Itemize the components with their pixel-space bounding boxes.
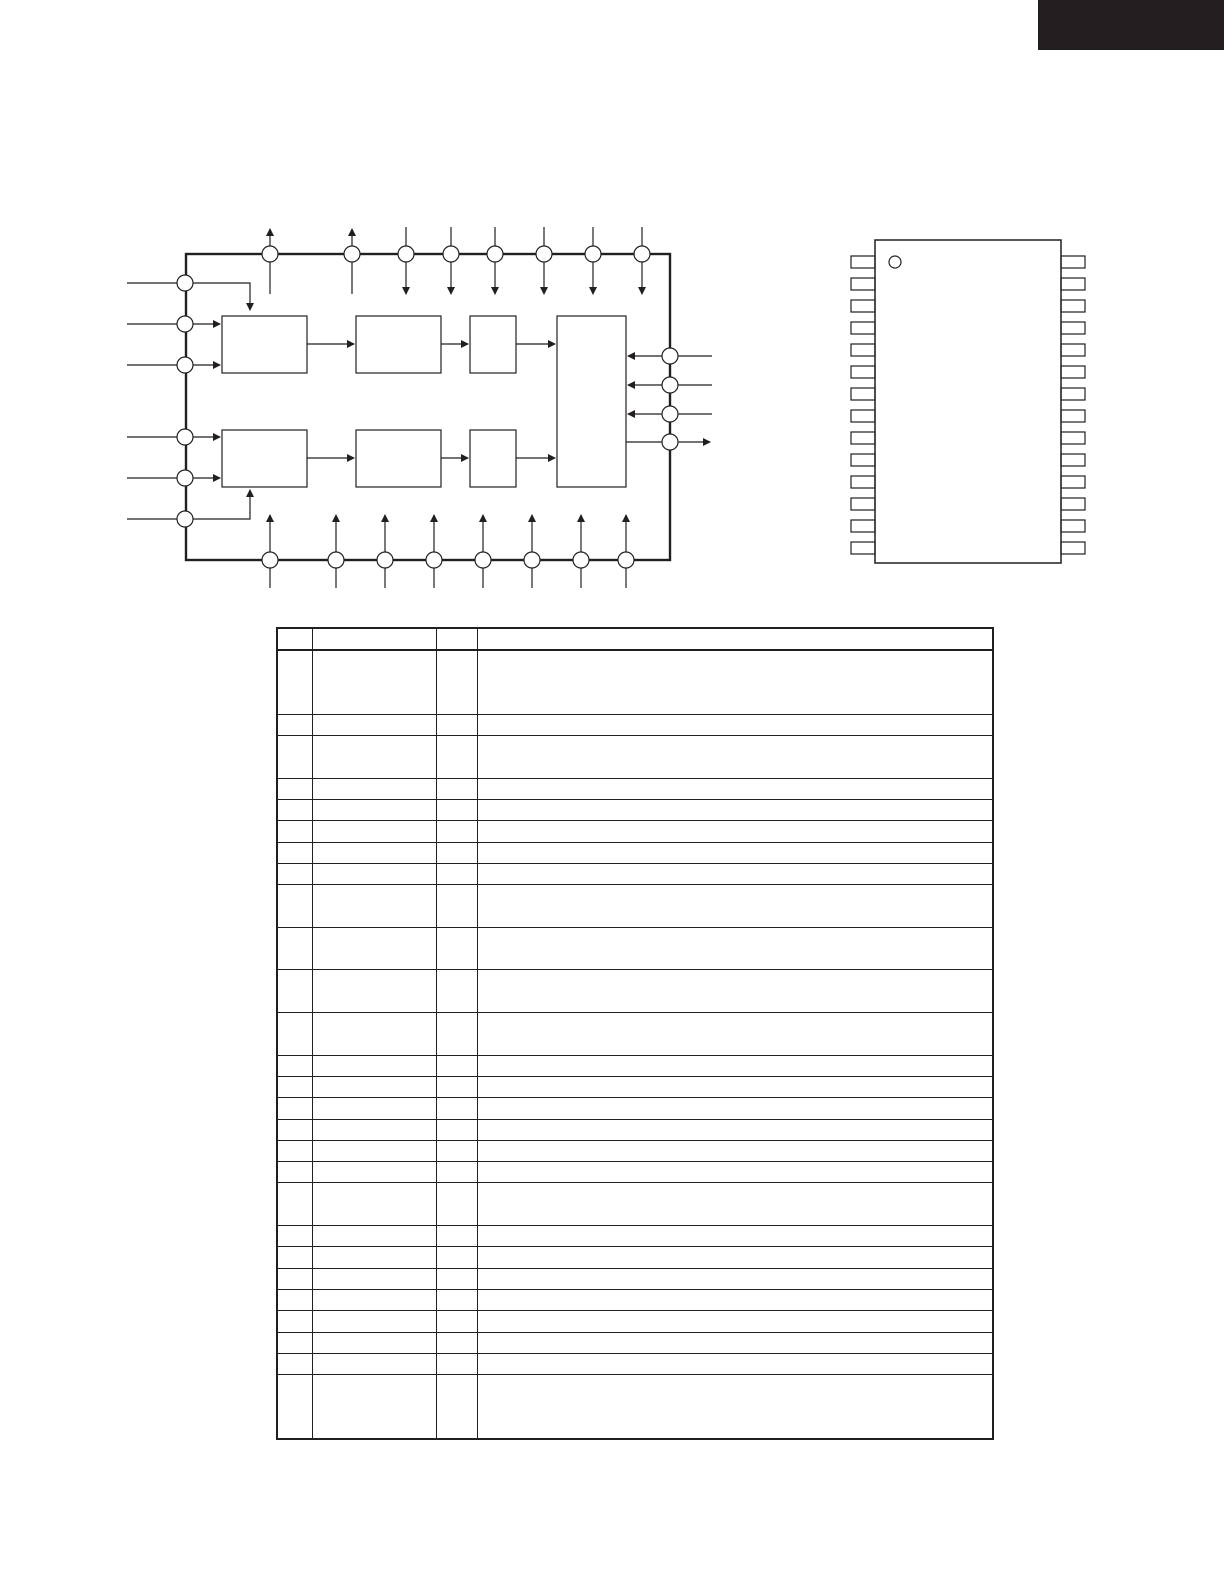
table-row	[277, 1353, 993, 1374]
table-row	[277, 1247, 993, 1268]
table-row	[277, 650, 993, 714]
table-cell	[277, 1375, 313, 1439]
table-cell	[437, 1076, 478, 1097]
table-cell	[478, 1183, 994, 1226]
table-cell	[478, 1332, 994, 1353]
table-cell	[478, 885, 994, 928]
table-cell	[437, 1162, 478, 1183]
table-row	[277, 821, 993, 842]
functional-blocks	[222, 316, 626, 487]
table-cell	[437, 1311, 478, 1332]
table-cell	[478, 1311, 994, 1332]
table-cell	[437, 970, 478, 1013]
table-cell	[478, 1162, 994, 1183]
table-cell	[313, 885, 437, 928]
table-row	[277, 1140, 993, 1161]
table-cell	[437, 778, 478, 799]
pin-description-table	[276, 627, 994, 1440]
table-cell	[478, 927, 994, 970]
table-row	[277, 1375, 993, 1439]
table-cell	[478, 650, 994, 714]
table-cell	[437, 1140, 478, 1161]
table-cell	[313, 863, 437, 884]
table-cell	[478, 842, 994, 863]
table-cell	[313, 1013, 437, 1056]
table-cell	[437, 1226, 478, 1247]
table-row	[277, 714, 993, 735]
table-row	[277, 1268, 993, 1289]
table-header-cell	[478, 628, 994, 650]
bottom-pins	[262, 515, 634, 588]
left-pins	[127, 275, 250, 527]
table-cell	[277, 927, 313, 970]
table-cell	[313, 1055, 437, 1076]
table-row	[277, 863, 993, 884]
table-cell	[478, 1098, 994, 1119]
table-row	[277, 1119, 993, 1140]
ic-diagrams	[0, 0, 1224, 620]
table-cell	[277, 778, 313, 799]
table-cell	[478, 1226, 994, 1247]
table-cell	[277, 1119, 313, 1140]
top-pins	[262, 227, 650, 294]
table-cell	[277, 1098, 313, 1119]
table-row	[277, 842, 993, 863]
table-cell	[478, 714, 994, 735]
table-cell	[437, 842, 478, 863]
table-cell	[277, 863, 313, 884]
table-header-cell	[277, 628, 313, 650]
table-cell	[277, 842, 313, 863]
table-cell	[277, 885, 313, 928]
table-cell	[313, 1268, 437, 1289]
table-cell	[437, 736, 478, 779]
table-row	[277, 800, 993, 821]
table-cell	[313, 736, 437, 779]
table-cell	[313, 821, 437, 842]
table-cell	[478, 800, 994, 821]
table-cell	[313, 1311, 437, 1332]
table-row	[277, 1332, 993, 1353]
table-cell	[277, 1140, 313, 1161]
table-cell	[437, 1098, 478, 1119]
table-cell	[313, 927, 437, 970]
table-cell	[277, 1289, 313, 1310]
table-cell	[313, 1353, 437, 1374]
table-cell	[277, 1311, 313, 1332]
table-cell	[313, 1375, 437, 1439]
table-cell	[437, 1183, 478, 1226]
table-cell	[277, 736, 313, 779]
table-cell	[277, 1183, 313, 1226]
table-cell	[437, 1375, 478, 1439]
table-cell	[313, 1226, 437, 1247]
table-cell	[277, 821, 313, 842]
table-header-row	[277, 628, 993, 650]
table-cell	[437, 1013, 478, 1056]
table-cell	[313, 1247, 437, 1268]
table-cell	[478, 1375, 994, 1439]
table-cell	[277, 1013, 313, 1056]
table-cell	[478, 863, 994, 884]
table-cell	[478, 1247, 994, 1268]
table-cell	[437, 1119, 478, 1140]
table-cell	[437, 821, 478, 842]
table-cell	[277, 800, 313, 821]
table-cell	[313, 1098, 437, 1119]
table-cell	[277, 1076, 313, 1097]
table-row	[277, 885, 993, 928]
table-cell	[277, 650, 313, 714]
table-cell	[437, 927, 478, 970]
table-cell	[437, 1353, 478, 1374]
table-cell	[437, 1332, 478, 1353]
table-cell	[437, 863, 478, 884]
block-diagram-outline	[186, 254, 670, 560]
table-cell	[277, 1332, 313, 1353]
table-cell	[313, 1183, 437, 1226]
table-cell	[478, 1289, 994, 1310]
table-cell	[437, 800, 478, 821]
table-cell	[313, 1162, 437, 1183]
table-cell	[478, 736, 994, 779]
table-cell	[277, 1268, 313, 1289]
table-cell	[313, 714, 437, 735]
table-row	[277, 1183, 993, 1226]
table-cell	[277, 1055, 313, 1076]
table-cell	[313, 1289, 437, 1310]
table-row	[277, 1013, 993, 1056]
table-row	[277, 1098, 993, 1119]
table-row	[277, 1311, 993, 1332]
table-cell	[437, 714, 478, 735]
table-cell	[437, 1055, 478, 1076]
table-cell	[437, 1247, 478, 1268]
table-cell	[313, 800, 437, 821]
table-cell	[478, 1140, 994, 1161]
table-header-cell	[437, 628, 478, 650]
table-cell	[313, 1332, 437, 1353]
table-row	[277, 1076, 993, 1097]
table-cell	[277, 714, 313, 735]
table-cell	[313, 842, 437, 863]
package-right-pins	[1061, 256, 1085, 554]
package-outline	[851, 240, 1085, 563]
table-cell	[478, 1076, 994, 1097]
table-cell	[437, 650, 478, 714]
table-row	[277, 970, 993, 1013]
table-cell	[313, 778, 437, 799]
table-row	[277, 1162, 993, 1183]
table-cell	[478, 778, 994, 799]
table-cell	[478, 1268, 994, 1289]
table-cell	[277, 970, 313, 1013]
table-row	[277, 778, 993, 799]
table-cell	[277, 1353, 313, 1374]
table-cell	[313, 1119, 437, 1140]
table-cell	[313, 1140, 437, 1161]
package-left-pins	[851, 256, 875, 554]
table-header-cell	[313, 628, 437, 650]
table-row	[277, 1055, 993, 1076]
table-cell	[277, 1162, 313, 1183]
table-cell	[478, 1055, 994, 1076]
table-cell	[478, 1119, 994, 1140]
table-cell	[313, 1076, 437, 1097]
table-cell	[478, 1013, 994, 1056]
table-cell	[478, 970, 994, 1013]
table-cell	[478, 1353, 994, 1374]
table-cell	[313, 650, 437, 714]
table-cell	[277, 1226, 313, 1247]
table-cell	[437, 1289, 478, 1310]
table-cell	[277, 1247, 313, 1268]
table-row	[277, 927, 993, 970]
table-row	[277, 736, 993, 779]
table-cell	[478, 821, 994, 842]
table-row	[277, 1289, 993, 1310]
table-cell	[437, 1268, 478, 1289]
table-cell	[313, 970, 437, 1013]
table-row	[277, 1226, 993, 1247]
table-cell	[437, 885, 478, 928]
